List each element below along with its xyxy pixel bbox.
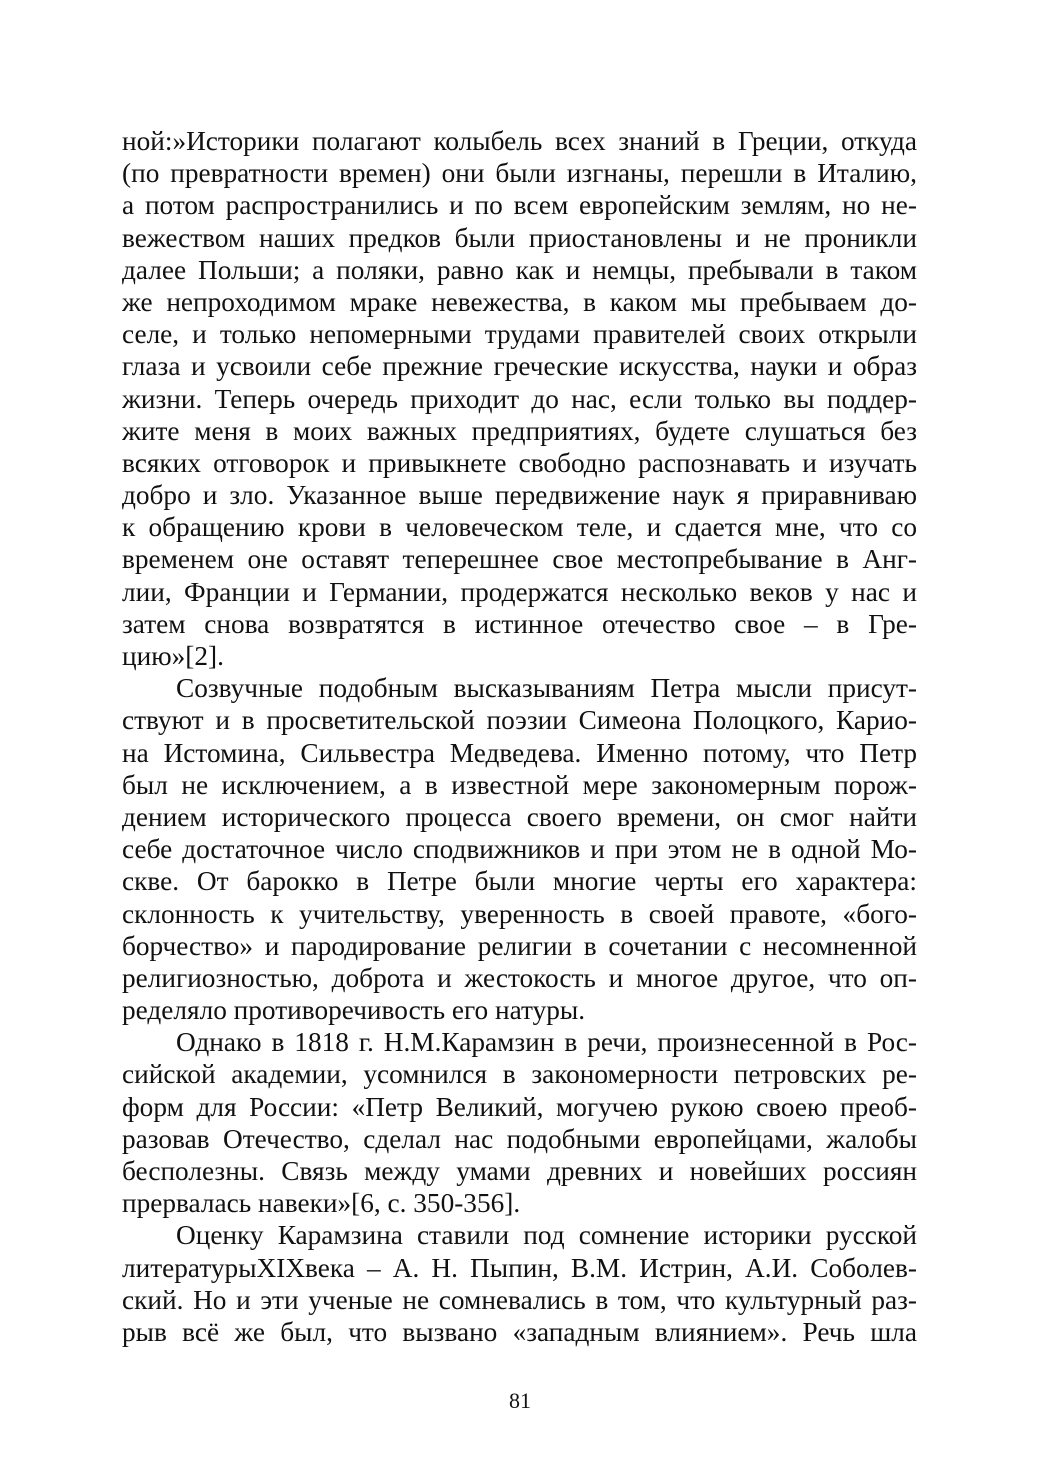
text-line: далее Польши; а поляки, равно как и немцы, пребывали в таком: [122, 254, 917, 285]
text-line: борчество» и пародирование религии в сочетании с несомненной: [122, 930, 917, 961]
text-line: ной:»Историки полагают колыбель всех знаний в Греции, откуда: [122, 126, 917, 156]
text-line: религиозностью, доброта и жестокость и многое другое, что оп-: [122, 962, 917, 993]
text-line: был не исключением, а в известной мере закономерным порож-: [122, 769, 917, 800]
text-line: селе, и только непомерными трудами правителей своих открыли: [122, 319, 917, 350]
text-line: всяких отговорок и привыкнете свободно распознавать и изучать: [122, 447, 917, 478]
text-line: лии, Франции и Германии, продержатся несколько веков у нас и: [122, 576, 917, 607]
text-line: себе достаточное число сподвижников и при этом не в одной Мо-: [122, 834, 917, 865]
text-line: жите меня в моих важных предприятиях, будете слушаться без: [122, 415, 917, 446]
text-line: (по превратности времен) они были изгнаны, перешли в Италию,: [122, 158, 917, 189]
text-line: скве. От барокко в Петре были многие черты его характера:: [122, 866, 917, 897]
text-line: добро и зло. Указанное выше передвижение наук я приравниваю: [122, 480, 917, 511]
text-line: рыв всё же был, что вызвано «западным влиянием». Речь шла: [122, 1316, 917, 1347]
text-line: ский. Но и эти ученые не сомневались в том, что культурный раз-: [122, 1284, 917, 1315]
text-line: же непроходимом мраке невежества, в каком мы пребываем до-: [122, 286, 917, 317]
text-line: дением исторического процесса своего времени, он смог найти: [122, 801, 917, 832]
text-line: на Истомина, Сильвестра Медведева. Именно потому, что Петр: [122, 737, 917, 768]
paragraph: [122, 1026, 917, 1219]
text-line: Однако в 1818 г. Н.М.Карамзин в речи, произнесенной в Рос-: [176, 1027, 917, 1058]
text-line: сийской академии, усомнился в закономерности петровских ре-: [122, 1059, 917, 1090]
text-line: а потом распространились и по всем европейским землям, но не-: [122, 190, 917, 221]
text-line: бесполезны. Связь между умами древних и новейших россиян: [122, 1156, 917, 1186]
text-line: к обращению крови в человеческом теле, и сдается мне, что со: [122, 512, 917, 543]
text-line: форм для России: «Петр Великий, могучею рукою своею преоб-: [122, 1091, 917, 1122]
page-number: 81: [509, 1388, 531, 1413]
text-line: затем снова возвратятся в истинное отечество свое – в Гре-: [122, 608, 917, 639]
text-line: Созвучные подобным высказываниям Петра мысли присут-: [176, 673, 917, 704]
text-line: жизни. Теперь очередь приходит до нас, если только вы поддер-: [122, 383, 917, 414]
text-line: разовав Отечество, сделал нас подобными европейцами, жалобы: [122, 1123, 917, 1154]
page-body: [122, 125, 917, 1348]
text-line: Оценку Карамзина ставили под сомнение историки русской: [176, 1220, 917, 1251]
text-line: цию»[2].: [122, 641, 224, 671]
paragraph: [122, 125, 917, 672]
text-line: прервалась навеки»[6, с. 350-356].: [122, 1188, 521, 1219]
paragraph: [122, 1219, 917, 1348]
text-line: литературыXIXвека – А. Н. Пыпин, В.М. Истрин, А.И. Соболев-: [122, 1252, 917, 1283]
paragraph: [122, 672, 917, 1026]
text-line: ствуют и в просветительской поэзии Симеона Полоцкого, Карио-: [122, 705, 917, 736]
text-line: склонность к учительству, уверенность в своей правоте, «бого-: [122, 898, 917, 929]
text-line: глаза и усвоили себе прежние греческие искусства, науки и образ: [122, 351, 917, 382]
text-line: вежеством наших предков были приостановлены и не проникли: [122, 222, 917, 253]
text-line: временем оне оставят теперешнее свое местопребывание в Анг-: [122, 544, 917, 575]
text-line: ределяло противоречивость его натуры.: [122, 995, 586, 1026]
